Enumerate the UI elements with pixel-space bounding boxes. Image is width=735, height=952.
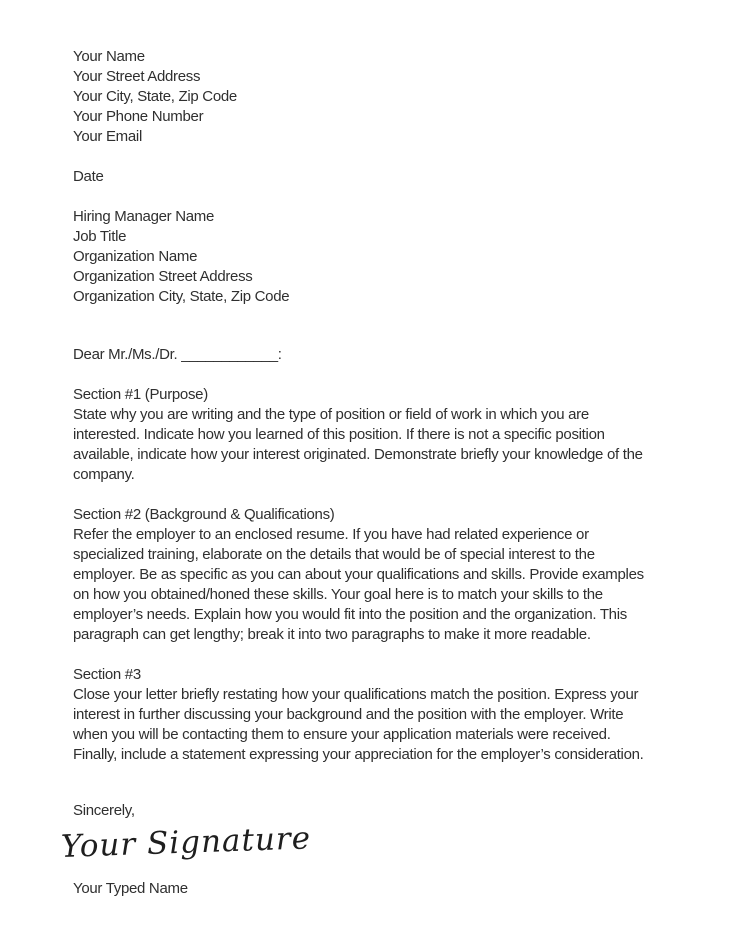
text-line: Your Phone Number xyxy=(73,108,204,125)
text-line: employer. Be as specific as you can about your qualifications and skills. Provide examples xyxy=(73,566,644,583)
text-line: Job Title xyxy=(73,228,127,245)
text-line: Finally, include a statement expressing your appreciation for the employer’s consideration. xyxy=(73,746,644,763)
section-body xyxy=(73,685,715,765)
sender-address-block xyxy=(73,47,715,147)
text-line: Your Street Address xyxy=(73,68,201,85)
signature-row xyxy=(60,820,715,871)
date-line: Date xyxy=(73,168,104,185)
text-line: Organization Name xyxy=(73,248,198,265)
section-closing-paragraph xyxy=(73,665,715,765)
text-line: company. xyxy=(73,466,135,483)
text-line: on how you obtained/honed these skills. Your goal here is to match your skills to the xyxy=(73,586,603,603)
text-line: specialized training, elaborate on the details that would be of special interest to the xyxy=(73,546,595,563)
text-line: interested. Indicate how you learned of this position. If there is not a specific position xyxy=(73,426,605,443)
text-line: Your City, State, Zip Code xyxy=(73,88,237,105)
section-heading: Section #1 (Purpose) xyxy=(73,386,208,403)
typed-name-line: Your Typed Name xyxy=(73,880,188,897)
text-line: Hiring Manager Name xyxy=(73,208,215,225)
closing-line: Sincerely, xyxy=(73,802,135,819)
salutation-line: Dear Mr./Ms./Dr. ____________: xyxy=(73,346,282,363)
section-heading: Section #2 (Background & Qualifications) xyxy=(73,506,335,523)
section-body xyxy=(73,405,715,485)
text-line: when you will be contacting them to ensure your application materials were received. xyxy=(73,726,611,743)
section-background-qualifications xyxy=(73,505,715,645)
text-line: Organization Street Address xyxy=(73,268,253,285)
text-line: Close your letter briefly restating how your qualifications match the position. Express your xyxy=(73,686,639,703)
text-line: Organization City, State, Zip Code xyxy=(73,288,290,305)
text-line: State why you are writing and the type of position or field of work in which you are xyxy=(73,406,589,423)
text-line: employer’s needs. Explain how you would fit into the position and the organization. This xyxy=(73,606,627,623)
text-line: Your Email xyxy=(73,128,142,145)
handwritten-signature: Your Signature xyxy=(60,820,312,865)
section-purpose xyxy=(73,385,715,485)
text-line: interest in further discussing your background and the position with the employer. Write xyxy=(73,706,624,723)
text-line: Refer the employer to an enclosed resume. If you have had related experience or xyxy=(73,526,589,543)
text-line: Your Name xyxy=(73,48,145,65)
recipient-address-block xyxy=(73,207,715,307)
text-line: available, indicate how your interest originated. Demonstrate briefly your knowledge of the xyxy=(73,446,643,463)
section-body xyxy=(73,525,715,645)
section-heading: Section #3 xyxy=(73,666,141,683)
text-line: paragraph can get lengthy; break it into two paragraphs to make it more readable. xyxy=(73,626,591,643)
